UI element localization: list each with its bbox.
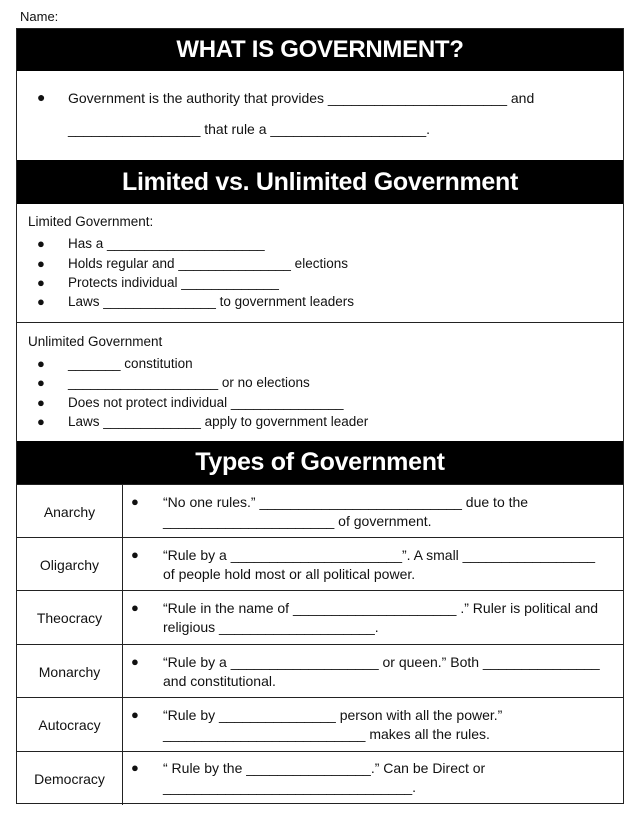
unlimited-government-section bbox=[17, 322, 623, 441]
unlimited-item: Laws _____________ apply to government leader bbox=[68, 414, 369, 429]
bullet-icon: ● bbox=[37, 294, 45, 309]
type-name: Monarchy bbox=[17, 645, 123, 698]
limited-item: Holds regular and _______________ elections bbox=[68, 256, 348, 271]
name-label: Name: bbox=[20, 9, 59, 24]
table-row bbox=[17, 751, 623, 805]
type-line-2: ________________________________. bbox=[163, 779, 417, 795]
bullet-icon: ● bbox=[131, 494, 139, 509]
type-name: Anarchy bbox=[17, 485, 123, 538]
unlimited-item: _______ constitution bbox=[68, 356, 193, 371]
limited-government-section bbox=[17, 204, 623, 323]
limited-item: Protects individual _____________ bbox=[68, 275, 279, 290]
intro-line-1: Government is the authority that provides _______________________ and bbox=[68, 90, 535, 106]
bullet-icon: ● bbox=[37, 275, 45, 290]
unlimited-item: ____________________ or no elections bbox=[68, 375, 310, 390]
section-title-limited-vs-unlimited: Limited vs. Unlimited Government bbox=[17, 160, 623, 204]
type-name: Theocracy bbox=[17, 591, 123, 645]
bullet-icon: ● bbox=[37, 356, 45, 371]
types-table bbox=[17, 484, 623, 804]
limited-item: Has a _____________________ bbox=[68, 236, 265, 251]
worksheet bbox=[16, 28, 624, 804]
unlimited-item: Does not protect individual _______________ bbox=[68, 395, 344, 410]
bullet-icon: ● bbox=[131, 760, 139, 775]
table-row bbox=[17, 697, 623, 752]
type-line-1: “Rule by _______________ person with all the power.” bbox=[163, 707, 503, 723]
unlimited-government-heading: Unlimited Government bbox=[28, 334, 163, 349]
bullet-icon: ● bbox=[131, 707, 139, 722]
bullet-icon: ● bbox=[37, 414, 45, 429]
bullet-icon: ● bbox=[37, 89, 46, 105]
limited-item: Laws _______________ to government leaders bbox=[68, 294, 354, 309]
bullet-icon: ● bbox=[37, 236, 45, 251]
type-line-2: of people hold most or all political power. bbox=[163, 566, 416, 582]
type-line-1: “Rule in the name of _____________________ .” Ruler is political and bbox=[163, 600, 599, 616]
table-row bbox=[17, 644, 623, 698]
table-row bbox=[17, 484, 623, 538]
table-row bbox=[17, 590, 623, 645]
type-line-2: ______________________ of government. bbox=[163, 513, 432, 529]
section-title-what-is-government: WHAT IS GOVERNMENT? bbox=[17, 29, 623, 71]
type-line-2: and constitutional. bbox=[163, 673, 276, 689]
section-title-types-of-government: Types of Government bbox=[17, 441, 623, 484]
bullet-icon: ● bbox=[37, 256, 45, 271]
type-name: Autocracy bbox=[17, 698, 123, 752]
intro-line-2: _________________ that rule a ____________________. bbox=[68, 121, 431, 137]
type-line-1: “Rule by a ______________________”. A small _________________ bbox=[163, 547, 596, 563]
type-name: Oligarchy bbox=[17, 538, 123, 591]
type-line-1: “Rule by a ___________________ or queen.” Both _______________ bbox=[163, 654, 600, 670]
type-line-1: “No one rules.” __________________________ due to the bbox=[163, 494, 529, 510]
type-line-2: __________________________ makes all the rules. bbox=[163, 726, 490, 742]
limited-government-heading: Limited Government: bbox=[28, 214, 154, 229]
bullet-icon: ● bbox=[131, 600, 139, 615]
intro-section bbox=[17, 71, 623, 160]
type-line-1: “ Rule by the ________________.” Can be Direct or bbox=[163, 760, 486, 776]
table-row bbox=[17, 537, 623, 591]
bullet-icon: ● bbox=[131, 654, 139, 669]
bullet-icon: ● bbox=[37, 375, 45, 390]
type-name: Democracy bbox=[17, 752, 123, 805]
type-line-2: religious ____________________. bbox=[163, 619, 379, 635]
bullet-icon: ● bbox=[131, 547, 139, 562]
bullet-icon: ● bbox=[37, 395, 45, 410]
